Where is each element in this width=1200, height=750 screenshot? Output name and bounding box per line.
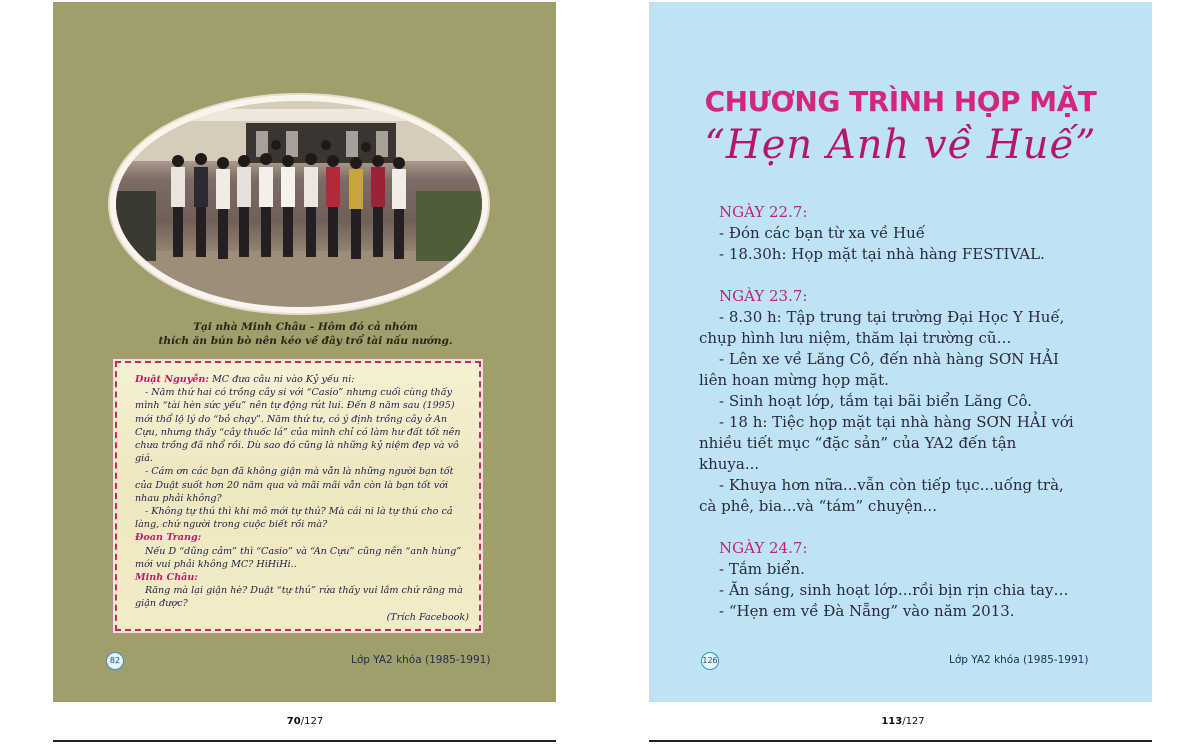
speaker-name: Minh Châu: <box>135 572 198 584</box>
schedule-item: - Tắm biển. <box>719 560 805 578</box>
caption-line-1: Tại nhà Minh Châu - Hôm đó cả nhóm <box>193 321 418 333</box>
book-page-left <box>53 2 556 702</box>
page-footer: Lớp YA2 khóa (1985-1991) <box>351 654 491 666</box>
schedule <box>699 202 1079 622</box>
group-photo <box>116 101 482 307</box>
total-pages: /127 <box>902 716 925 727</box>
page-number: 82 <box>106 652 124 670</box>
page-divider <box>649 740 1152 742</box>
group-photo-illustration <box>116 101 482 307</box>
page-indicator-left <box>245 716 365 727</box>
schedule-item: - “Hẹn em về Đà Nẵng” vào năm 2013. <box>719 602 1015 620</box>
facebook-note-box <box>115 361 481 631</box>
day-label: NGÀY 22.7: <box>719 203 808 221</box>
schedule-item: - Ăn sáng, sinh hoạt lớp...rồi bịn rịn chia tay… <box>719 581 1069 599</box>
note-paragraph: - Cám ơn các bạn đã không giận mà vẫn là những người bạn tốt của Duật suốt hơn 20 năm qua và mãi mãi vẫn còn là bạn tốt với nhau phải không? <box>135 466 454 504</box>
page-footer: Lớp YA2 khóa (1985-1991) <box>949 654 1089 666</box>
schedule-item: - 8.30 h: Tập trung tại trường Đại Học Y Huế, chụp hình lưu niệm, thăm lại trường cũ… <box>699 308 1065 347</box>
photo-caption <box>153 320 458 348</box>
schedule-item: - 18.30h: Họp mặt tại nhà hàng FESTIVAL. <box>719 245 1045 263</box>
schedule-item: - Đón các bạn từ xa về Huế <box>719 224 925 242</box>
note-paragraph: Nếu D “dũng cảm” thì “Casio” và “An Cựu” cũng nên “anh hùng” mới vui phải không MC? HiHiHi.. <box>135 545 462 570</box>
schedule-item: - Sinh hoạt lớp, tắm tại bãi biển Lăng Cô. <box>719 392 1033 410</box>
schedule-item: - Lên xe về Lăng Cô, đến nhà hàng SƠN HẢI liên hoan mừng họp mặt. <box>699 350 1059 389</box>
note-paragraph: - Năm thứ hai có trồng cây si với “Casio” nhưng cuối cùng thấy mình “tài hèn sức yếu” nên tự động rút lui. Đến 8 năm sau (1995) mới thổ lộ lý do “bỏ chạy”. Năm thứ tư, có ý định trồng cây ở An Cựu, nhưng thấy “cây thuốc lá” của mình chỉ có làm hư đất tốt nên chưa trồng đã nhổ rồi. Dù sao đó cũng là những kỷ niệm đẹp và vô giá. <box>135 387 461 465</box>
program-title: CHƯƠNG TRÌNH HỌP MẶT <box>704 85 1097 118</box>
schedule-item: - 18 h: Tiệc họp mặt tại nhà hàng SƠN HẢI với nhiều tiết mục “đặc sản” của YA2 đến tận khuya... <box>699 413 1074 473</box>
speaker-name: Đoan Trang: <box>135 532 202 544</box>
page-number: 126 <box>701 652 719 670</box>
note-paragraph: Răng mà lại giận hè? Duật “tự thú” rứa thấy vui lắm chứ răng mà giận được? <box>135 585 463 610</box>
current-page: 70 <box>286 716 301 727</box>
current-page: 113 <box>881 716 903 727</box>
group-photo-frame <box>110 95 488 313</box>
program-subtitle: “Hẹn Anh về Huế” <box>704 122 1097 168</box>
total-pages: /127 <box>300 716 324 727</box>
schedule-item: - Khuya hơn nữa...vẫn còn tiếp tục...uống trà, cà phê, bia...và “tám” chuyện... <box>699 476 1064 515</box>
caption-line-2: thích ăn bún bò nên kéo về đây trổ tài nấu nướng. <box>158 335 453 347</box>
speaker-intro: MC đưa câu ni vào Kỷ yếu ni: <box>208 374 355 385</box>
note-source: (Trích Facebook) <box>386 611 469 623</box>
speaker-name: Duật Nguyễn: <box>135 374 209 385</box>
note-paragraph: - Không tự thú thì khi mô mới tự thú? Mà cái ni là tự thú cho cả làng, chứ người trong cuộc biết rồi mà? <box>135 506 453 531</box>
page-indicator-right <box>843 716 963 727</box>
day-label: NGÀY 23.7: <box>719 287 808 305</box>
book-page-right <box>649 2 1152 702</box>
page-divider <box>53 740 556 742</box>
day-label: NGÀY 24.7: <box>719 539 808 557</box>
